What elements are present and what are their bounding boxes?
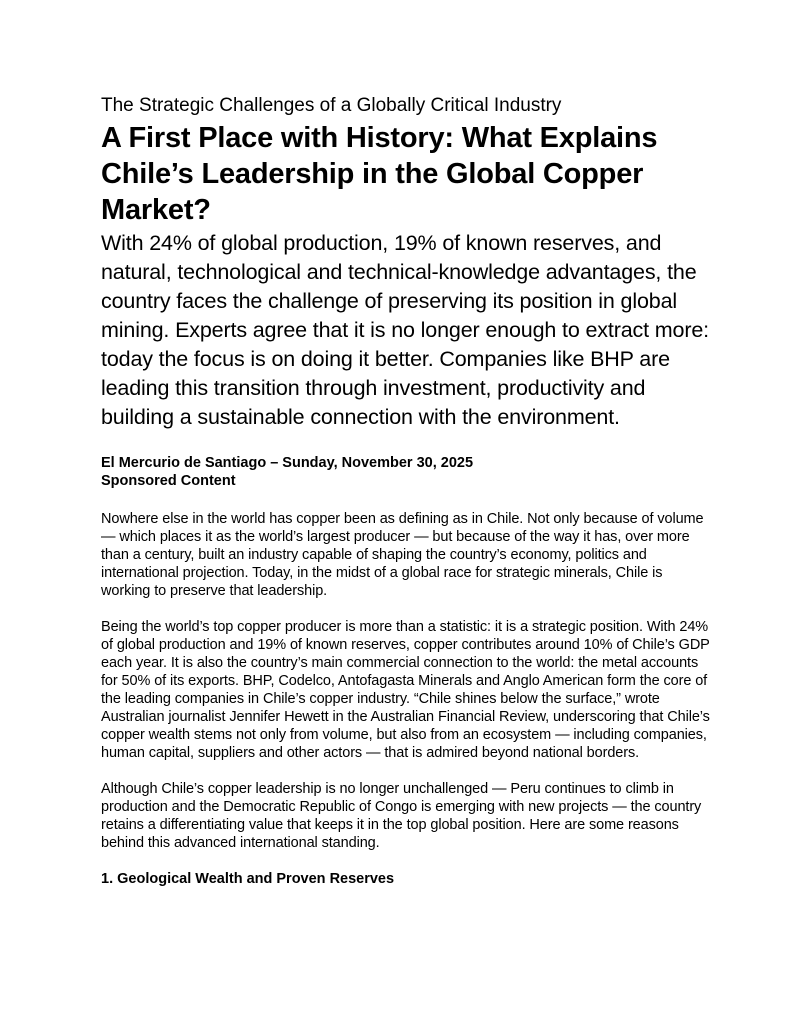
byline-source-date: El Mercurio de Santiago – Sunday, November 30, 2025 <box>101 455 474 471</box>
article-headline: A First Place with History: What Explains Chile’s Leadership in the Global Copper Market? <box>101 122 658 226</box>
body-paragraph-2: Being the world’s top copper producer is more than a statistic: it is a strategic position. With 24% of global production and 19% of known reserves, copper contributes around 10% of Chile’s GDP each year. It is also the country’s main commercial connection to the world: the metal accounts for 50% of its exports. BHP, Codelco, Antofagasta Minerals and Anglo American form the core of the leading companies in Chile’s copper industry. “Chile shines below the surface,” wrote Australian journalist Jennifer Hewett in the Australian Financial Review, underscoring that Chile’s copper wealth stems not only from volume, but also from an ecosystem — including companies, human capital, suppliers and other actors — that is admired beyond national borders. <box>101 619 710 761</box>
body-paragraph-1: Nowhere else in the world has copper been as defining as in Chile. Not only because of volume — which places it as the world’s largest producer — but because of the way it has, over more than a century, built an industry capable of shaping the country’s economy, politics and international projection. Today, in the midst of a global race for strategic minerals, Chile is working to preserve that leadership. <box>101 511 704 599</box>
byline <box>101 454 711 490</box>
section-heading: 1. Geological Wealth and Proven Reserves <box>101 871 395 887</box>
article-standfirst: With 24% of global production, 19% of known reserves, and natural, technological and technical-knowledge advantages, the country faces the challenge of preserving its position in global mining. Experts agree that it is no longer enough to extract more: today the focus is on doing it better. Companies like BHP are leading this transition through investment, productivity and building a sustainable connection with the environment. <box>101 231 709 429</box>
article-kicker: The Strategic Challenges of a Globally Critical Industry <box>101 95 562 116</box>
byline-label: Sponsored Content <box>101 473 236 489</box>
body-paragraph-3: Although Chile’s copper leadership is no longer unchallenged — Peru continues to climb in production and the Democratic Republic of Congo is emerging with new projects — the country retains a differentiating value that keeps it in the top global position. Here are some reasons behind this advanced international standing. <box>101 781 702 851</box>
article <box>101 94 711 888</box>
